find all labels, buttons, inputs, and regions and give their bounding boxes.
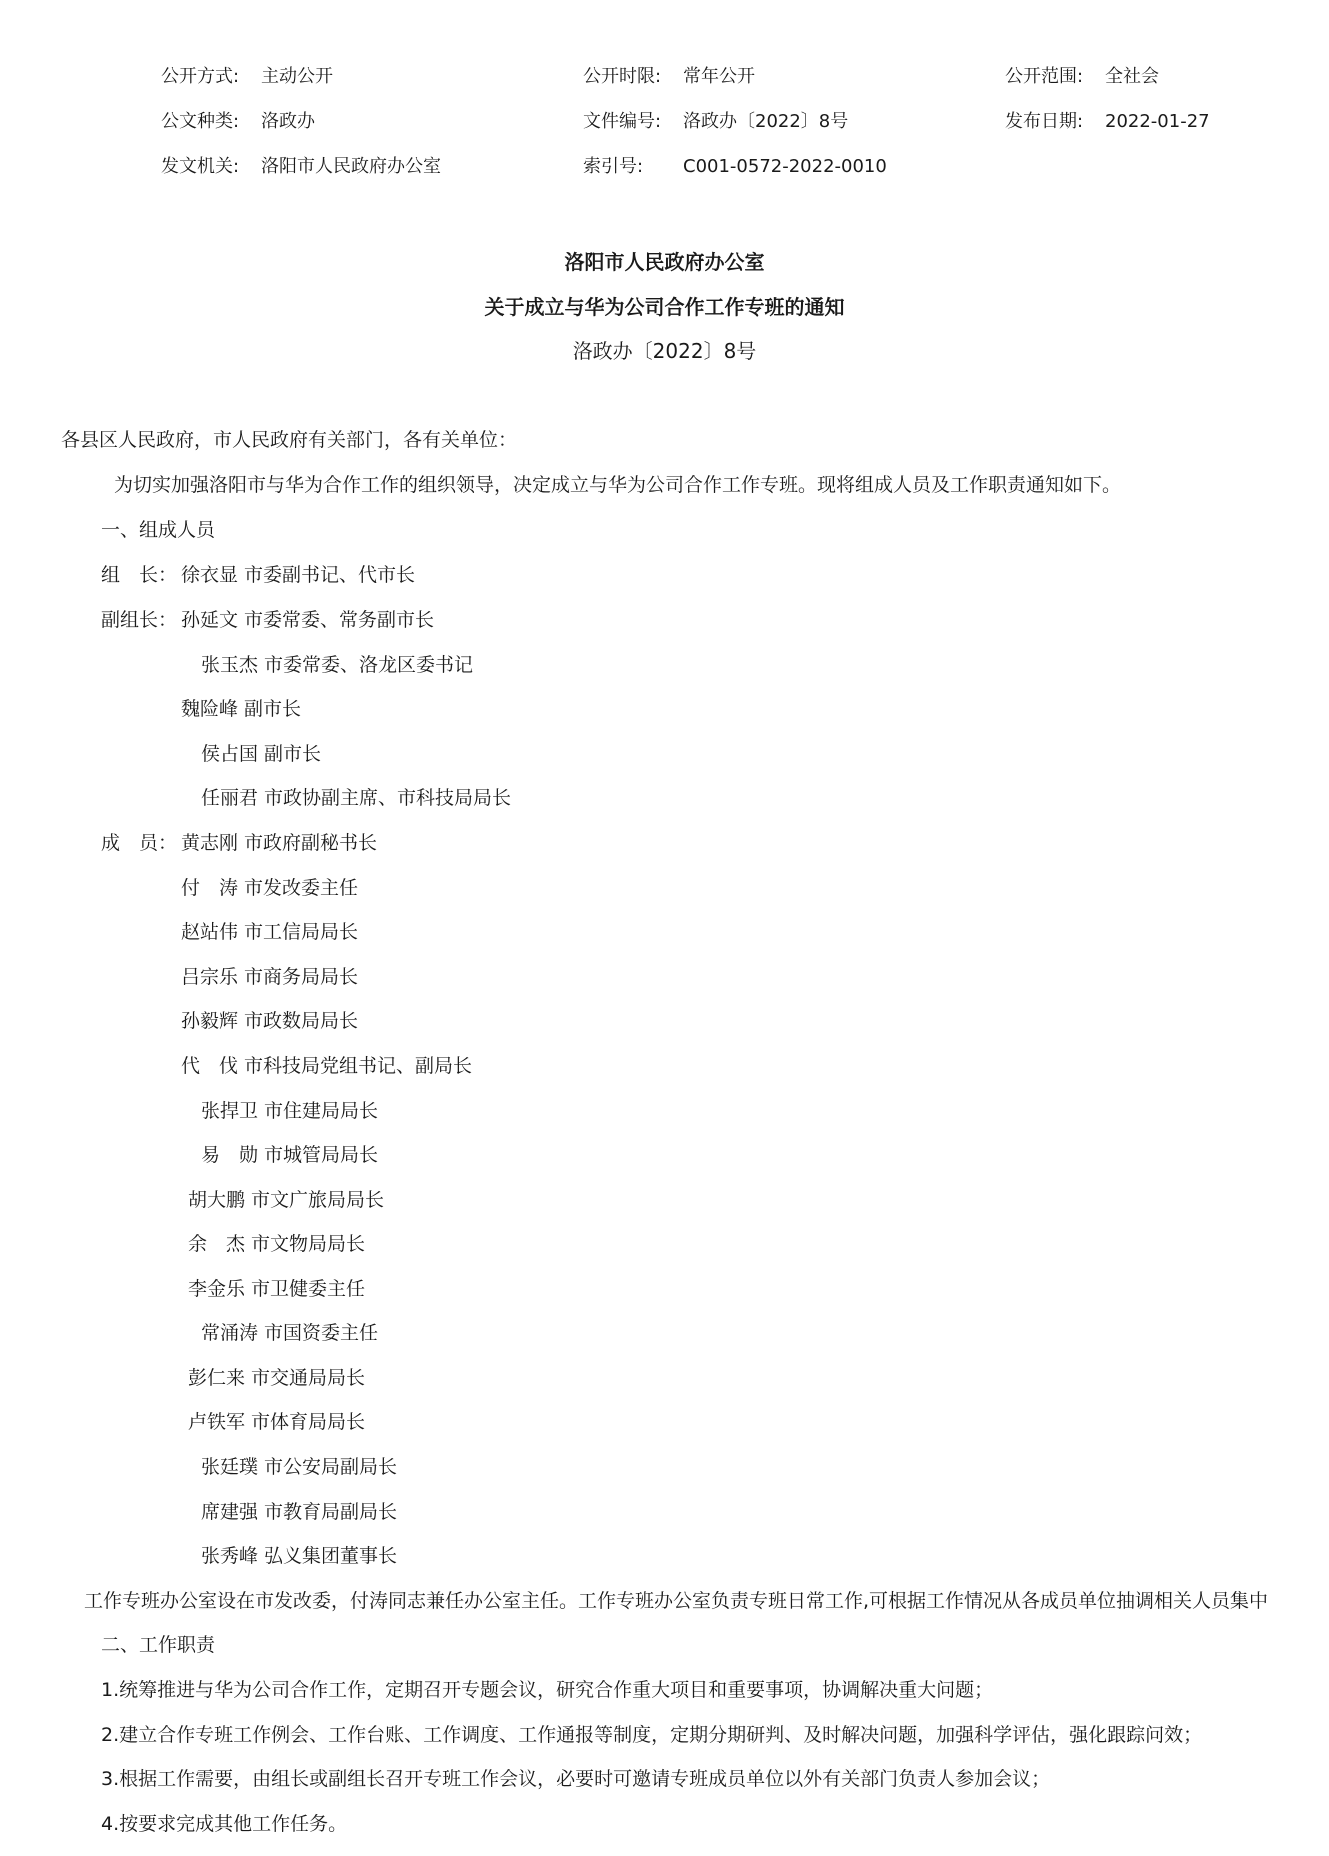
leader-entry: 徐衣显 市委副书记、代市长 [181, 564, 416, 586]
salutation: 各县区人民政府，市人民政府有关部门，各有关单位： [61, 429, 518, 451]
office-note: 工作专班办公室设在市发改委，付涛同志兼任办公室主任。工作专班办公室负责专班日常工作,可根据工作情况从各成员单位抽调相关人员集中 [84, 1590, 1269, 1612]
member-entry: 李金乐 市卫健委主任 [188, 1278, 366, 1300]
meta-label: 公开方式: [161, 66, 240, 87]
member-entry: 黄志刚 市政府副秘书长 [181, 832, 378, 854]
members-row [101, 828, 377, 855]
meta-label: 发布日期: [1005, 111, 1084, 132]
deputy-entry: 孙延文 市委常委、常务副市长 [181, 609, 435, 631]
role-label: 成 员： [101, 832, 178, 854]
member-entry: 余 杰 市文物局局长 [188, 1233, 366, 1255]
meta-issuer [161, 152, 441, 178]
section-heading-members: 一、组成人员 [101, 519, 216, 541]
meta-index-number [583, 152, 887, 178]
document-title-issuer: 洛阳市人民政府办公室 [564, 250, 765, 274]
meta-disclosure-period [583, 62, 755, 88]
meta-value: 主动公开 [261, 66, 333, 87]
meta-value: 全社会 [1105, 66, 1159, 87]
meta-label: 索引号: [583, 156, 644, 177]
member-entry: 彭仁来 市交通局局长 [188, 1367, 366, 1389]
member-entry: 常涌涛 市国资委主任 [201, 1322, 379, 1344]
role-label: 副组长： [101, 609, 178, 631]
member-entry: 吕宗乐 市商务局局长 [181, 966, 359, 988]
member-entry: 张廷璞 市公安局副局长 [201, 1456, 398, 1478]
member-entry: 张捍卫 市住建局局长 [201, 1100, 379, 1122]
member-entry: 胡大鹏 市文广旅局局长 [188, 1189, 385, 1211]
member-entry: 卢铁军 市体育局局长 [188, 1411, 366, 1433]
intro-paragraph: 为切实加强洛阳市与华为合作工作的组织领导，决定成立与华为公司合作工作专班。现将组成人员及工作职责通知如下。 [114, 474, 1122, 496]
duty-item: 4.按要求完成其他工作任务。 [101, 1813, 348, 1835]
meta-label: 公开范围: [1005, 66, 1084, 87]
duty-item: 1.统筹推进与华为公司合作工作，定期召开专题会议，研究合作重大项目和重要事项，协调解决重大问题； [101, 1679, 994, 1701]
document-number: 洛政办〔2022〕8号 [572, 339, 757, 363]
deputy-entry: 侯占国 副市长 [201, 743, 322, 765]
deputy-row [101, 605, 434, 632]
meta-disclosure-method [161, 62, 333, 88]
member-entry: 张秀峰 弘义集团董事长 [201, 1545, 398, 1567]
meta-label: 文件编号: [583, 111, 662, 132]
meta-value: 2022-01-27 [1105, 111, 1210, 132]
meta-label: 发文机关: [161, 156, 240, 177]
meta-publish-date [1005, 107, 1210, 133]
member-entry: 付 涛 市发改委主任 [181, 877, 359, 899]
duty-item: 3.根据工作需要，由组长或副组长召开专班工作会议，必要时可邀请专班成员单位以外有关部门负责人参加会议； [101, 1768, 1051, 1790]
duty-item: 2.建立合作专班工作例会、工作台账、工作调度、工作通报等制度，定期分期研判、及时解决问题，加强科学评估，强化跟踪问效； [101, 1724, 1203, 1746]
member-entry: 孙毅辉 市政数局局长 [181, 1010, 359, 1032]
member-entry: 代 伐 市科技局党组书记、副局长 [181, 1055, 473, 1077]
meta-value: 洛政办〔2022〕8号 [683, 111, 849, 132]
meta-value: 洛阳市人民政府办公室 [261, 156, 441, 177]
meta-doc-type [161, 107, 315, 133]
meta-value: C001-0572-2022-0010 [683, 156, 887, 177]
document-title: 关于成立与华为公司合作工作专班的通知 [484, 295, 845, 319]
member-entry: 赵站伟 市工信局局长 [181, 921, 359, 943]
member-entry: 席建强 市教育局副局长 [201, 1501, 398, 1523]
role-label: 组 长： [101, 564, 178, 586]
meta-value: 洛政办 [261, 111, 315, 132]
meta-disclosure-scope [1005, 62, 1159, 88]
deputy-entry: 任丽君 市政协副主席、市科技局局长 [201, 787, 512, 809]
leader-row [101, 560, 415, 587]
meta-value: 常年公开 [683, 66, 755, 87]
meta-file-number [583, 107, 848, 133]
deputy-entry: 魏险峰 副市长 [181, 698, 302, 720]
member-entry: 易 勋 市城管局局长 [201, 1144, 379, 1166]
section-heading-duties: 二、工作职责 [101, 1634, 216, 1656]
deputy-entry: 张玉杰 市委常委、洛龙区委书记 [201, 654, 474, 676]
meta-label: 公文种类: [161, 111, 240, 132]
meta-label: 公开时限: [583, 66, 662, 87]
